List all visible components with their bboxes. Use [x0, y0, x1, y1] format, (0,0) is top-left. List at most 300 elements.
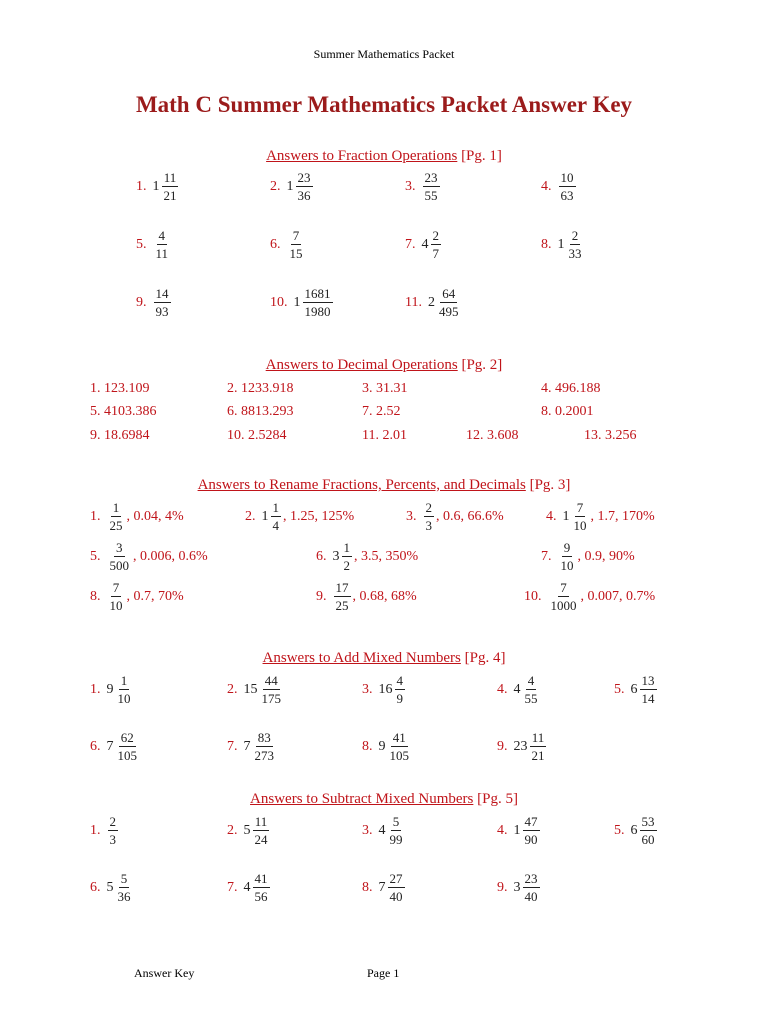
fraction: [116, 870, 133, 905]
decimal-answer: 11. 2.01: [362, 428, 407, 443]
fraction: [108, 813, 119, 848]
answer-number: 9.: [316, 588, 327, 604]
numerator: 2: [425, 500, 432, 515]
answer-item: [316, 539, 418, 574]
answer-number: 2.: [227, 822, 238, 838]
whole-part: 4: [378, 822, 386, 838]
denominator: 55: [524, 691, 538, 706]
numerator: 14: [155, 286, 169, 301]
numerator: 41: [392, 730, 406, 745]
equivalent-values: , 0.007, 0.7%: [580, 588, 656, 604]
answer-number: 8.: [541, 236, 552, 252]
answer-number: 4.: [546, 508, 557, 524]
answer-number: 8.: [362, 879, 373, 895]
decimal-answer: 12. 3.608: [466, 428, 519, 443]
whole-part: 7: [106, 738, 114, 754]
answer-item: [497, 813, 541, 848]
mixed-number: [107, 499, 126, 534]
answer-item: [614, 672, 658, 707]
whole-part: 16: [378, 681, 393, 697]
equivalent-values: , 1.7, 170%: [590, 508, 655, 524]
numerator: 13: [641, 673, 655, 688]
answer-item: [497, 870, 541, 905]
fraction: [549, 579, 579, 614]
fraction: [253, 813, 270, 848]
denominator: 273: [254, 748, 274, 763]
fraction: [288, 227, 305, 262]
denominator: 40: [389, 889, 403, 904]
section-heading-fraction-operations: [0, 148, 768, 165]
answer-number: 3.: [405, 178, 416, 194]
mixed-number: [631, 813, 658, 848]
mixed-number: [153, 227, 172, 262]
mixed-number: [107, 579, 126, 614]
fraction: [303, 285, 333, 320]
answer-number: 7.: [227, 738, 238, 754]
numerator: 47: [524, 814, 538, 829]
answer-number: 7.: [227, 879, 238, 895]
numerator: 1: [112, 500, 120, 515]
mixed-number: [428, 285, 462, 320]
denominator: 90: [524, 832, 538, 847]
fraction: [523, 672, 540, 707]
mixed-number: [422, 227, 443, 262]
mixed-number: [563, 499, 590, 534]
numerator: 2: [571, 228, 579, 243]
whole-part: 4: [421, 236, 429, 252]
answer-item: [541, 539, 635, 574]
answer-number: 2.: [270, 178, 281, 194]
page-number: Page 1: [367, 966, 400, 980]
fraction: [154, 227, 171, 262]
denominator: 7: [432, 246, 439, 261]
mixed-number: [422, 169, 441, 204]
answer-number: 6.: [316, 548, 327, 564]
whole-part: 6: [630, 822, 638, 838]
answer-item: [405, 227, 442, 262]
answer-item: [90, 870, 134, 905]
mixed-number: [379, 672, 407, 707]
section-heading-add-mixed-numbers: [0, 650, 768, 667]
numerator: 3: [116, 540, 123, 555]
numerator: 41: [254, 871, 268, 886]
mixed-number: [548, 579, 580, 614]
decimal-answer: 1. 123.109: [90, 381, 150, 396]
whole-part: 1: [293, 294, 301, 310]
denominator: 14: [641, 691, 655, 706]
fraction: [567, 227, 584, 262]
denominator: 60: [641, 832, 655, 847]
denominator: 500: [109, 558, 129, 573]
answer-item: [406, 499, 504, 534]
numerator: 11: [163, 170, 177, 185]
numerator: 44: [264, 673, 278, 688]
fraction: [388, 729, 412, 764]
answer-item: [136, 227, 171, 262]
answer-item: [136, 169, 180, 204]
fraction: [253, 870, 270, 905]
denominator: 25: [335, 598, 349, 613]
section-heading-label[interactable]: Answers to Decimal Operations: [265, 357, 458, 373]
mixed-number: [153, 285, 172, 320]
equivalent-values: , 0.9, 90%: [577, 548, 635, 564]
whole-part: 1: [557, 236, 565, 252]
numerator: 23: [424, 170, 438, 185]
answer-number: 9.: [497, 879, 508, 895]
mixed-number: [107, 813, 120, 848]
answer-number: 1.: [90, 681, 101, 697]
fraction: [559, 539, 576, 574]
fraction: [342, 539, 353, 574]
denominator: 9: [396, 691, 403, 706]
section-heading-rename: [0, 477, 768, 494]
mixed-number: [514, 729, 548, 764]
numerator: 1: [120, 673, 128, 688]
fraction: [530, 729, 547, 764]
numerator: 27: [389, 871, 403, 886]
fraction: [423, 169, 440, 204]
answer-number: 4.: [497, 822, 508, 838]
mixed-number: [558, 169, 577, 204]
equivalent-values: , 3.5, 350%: [354, 548, 419, 564]
denominator: 21: [531, 748, 545, 763]
section-page-ref: [Pg. 4]: [464, 650, 506, 666]
denominator: 56: [254, 889, 268, 904]
answer-number: 5.: [614, 681, 625, 697]
answer-number: 5.: [90, 548, 101, 564]
mixed-number: [262, 499, 283, 534]
fraction: [154, 285, 171, 320]
answer-item: [362, 813, 406, 848]
fraction: [108, 499, 125, 534]
numerator: 7: [292, 228, 300, 243]
equivalent-values: , 0.6, 66.6%: [436, 508, 504, 524]
mixed-number: [423, 499, 436, 534]
decimal-answer: 9. 18.6984: [90, 428, 150, 443]
whole-part: 4: [243, 879, 251, 895]
fraction: [523, 870, 540, 905]
mixed-number: [379, 870, 406, 905]
denominator: 33: [568, 246, 582, 261]
answer-item: [541, 227, 585, 262]
whole-part: 1: [152, 178, 160, 194]
answer-number: 7.: [405, 236, 416, 252]
fraction: [108, 579, 125, 614]
denominator: 4: [272, 518, 279, 533]
answer-number: 7.: [541, 548, 552, 564]
answer-item: [405, 169, 441, 204]
equivalent-values: , 0.006, 0.6%: [133, 548, 208, 564]
whole-part: 3: [332, 548, 340, 564]
fraction: [271, 499, 282, 534]
denominator: 36: [117, 889, 131, 904]
answer-number: 2.: [245, 508, 256, 524]
denominator: 3: [425, 518, 432, 533]
fraction: [388, 813, 405, 848]
answer-number: 10.: [270, 294, 288, 310]
decimal-answer: 4. 496.188: [541, 381, 601, 396]
mixed-number: [244, 870, 271, 905]
answer-item: [316, 579, 417, 614]
fraction: [523, 813, 540, 848]
section-heading-label[interactable]: Answers to Rename Fractions, Percents, and Decimals: [197, 477, 526, 493]
answer-item: [405, 285, 461, 320]
answer-item: [90, 579, 184, 614]
mixed-number: [379, 813, 406, 848]
equivalent-values: , 0.7, 70%: [126, 588, 184, 604]
fraction: [395, 672, 406, 707]
answer-item: [227, 813, 271, 848]
mixed-number: [558, 227, 585, 262]
answer-item: [497, 729, 548, 764]
mixed-number: [558, 539, 577, 574]
denominator: 25: [109, 518, 123, 533]
whole-part: 9: [378, 738, 386, 754]
running-header: Summer Mathematics Packet: [313, 47, 455, 61]
decimal-answer: 10. 2.5284: [227, 428, 287, 443]
denominator: 1980: [304, 304, 331, 319]
fraction: [388, 870, 405, 905]
answer-item: [90, 539, 208, 574]
mixed-number: [244, 672, 285, 707]
denominator: 10: [117, 691, 131, 706]
denominator: 36: [297, 188, 311, 203]
equivalent-values: , 0.04, 4%: [126, 508, 184, 524]
mixed-number: [287, 227, 306, 262]
section-heading-label[interactable]: Answers to Fraction Operations: [266, 148, 458, 164]
denominator: 2: [343, 558, 350, 573]
mixed-number: [514, 870, 541, 905]
answer-item: [136, 285, 172, 320]
decimal-answer: 13. 3.256: [584, 428, 637, 443]
fraction: [559, 169, 576, 204]
section-heading-subtract-mixed-numbers: [0, 791, 768, 808]
numerator: 7: [560, 580, 567, 595]
numerator: 7: [576, 500, 584, 515]
whole-part: 9: [106, 681, 114, 697]
mixed-number: [107, 870, 134, 905]
mixed-number: [153, 169, 180, 204]
numerator: 5: [120, 871, 128, 886]
denominator: 99: [389, 832, 403, 847]
answer-item: [497, 672, 541, 707]
whole-part: 1: [562, 508, 570, 524]
numerator: 4: [527, 673, 535, 688]
section-heading-label[interactable]: Answers to Subtract Mixed Numbers: [250, 791, 474, 807]
denominator: 10: [560, 558, 574, 573]
whole-part: 3: [513, 879, 521, 895]
numerator: 2: [109, 814, 116, 829]
denominator: 3: [109, 832, 116, 847]
answer-item: [546, 499, 655, 534]
equivalent-values: , 1.25, 125%: [283, 508, 355, 524]
answer-item: [90, 813, 119, 848]
decimal-answer: 7. 2.52: [362, 404, 401, 419]
mixed-number: [107, 672, 134, 707]
fraction: [260, 672, 284, 707]
denominator: 10: [109, 598, 123, 613]
answer-number: 3.: [362, 681, 373, 697]
answer-number: 4.: [497, 681, 508, 697]
whole-part: 1: [261, 508, 269, 524]
answer-number: 3.: [406, 508, 417, 524]
mixed-number: [107, 539, 133, 574]
mixed-number: [244, 729, 278, 764]
denominator: 175: [261, 691, 281, 706]
answer-number: 1.: [136, 178, 147, 194]
denominator: 63: [560, 188, 574, 203]
equivalent-values: , 0.68, 68%: [352, 588, 417, 604]
fraction: [334, 579, 351, 614]
whole-part: 2: [427, 294, 435, 310]
numerator: 10: [560, 170, 574, 185]
answer-number: 9.: [136, 294, 147, 310]
fraction: [431, 227, 442, 262]
answer-item: [614, 813, 658, 848]
answer-item: [524, 579, 655, 614]
mixed-number: [107, 729, 141, 764]
numerator: 23: [297, 170, 311, 185]
fraction: [296, 169, 313, 204]
fraction: [572, 499, 589, 534]
answer-number: 6.: [90, 738, 101, 754]
fraction: [640, 672, 657, 707]
numerator: 11: [531, 730, 545, 745]
fraction: [424, 499, 435, 534]
mixed-number: [333, 539, 354, 574]
denominator: 1000: [550, 598, 577, 613]
numerator: 5: [392, 814, 400, 829]
answer-item: [270, 169, 314, 204]
denominator: 21: [163, 188, 177, 203]
page-title: Math C Summer Mathematics Packet Answer Key: [135, 92, 633, 117]
section-heading-label[interactable]: Answers to Add Mixed Numbers: [262, 650, 461, 666]
answer-number: 1.: [90, 508, 101, 524]
decimal-answer: 8. 0.2001: [541, 404, 594, 419]
answer-number: 1.: [90, 822, 101, 838]
fraction: [162, 169, 179, 204]
numerator: 1: [343, 540, 350, 555]
mixed-number: [333, 579, 352, 614]
decimal-answer: 2. 1233.918: [227, 381, 294, 396]
numerator: 62: [120, 730, 134, 745]
answer-item: [227, 672, 284, 707]
numerator: 53: [641, 814, 655, 829]
denominator: 55: [424, 188, 438, 203]
answer-item: [90, 729, 140, 764]
answer-item: [270, 227, 306, 262]
whole-part: 6: [630, 681, 638, 697]
answer-number: 8.: [362, 738, 373, 754]
fraction: [253, 729, 277, 764]
answer-number: 8.: [90, 588, 101, 604]
mixed-number: [287, 169, 314, 204]
numerator: 23: [524, 871, 538, 886]
answer-item: [362, 729, 412, 764]
answer-item: [362, 870, 406, 905]
fraction: [640, 813, 657, 848]
numerator: 2: [432, 228, 439, 243]
mixed-number: [294, 285, 334, 320]
whole-part: 7: [243, 738, 251, 754]
mixed-number: [514, 672, 541, 707]
numerator: 17: [335, 580, 349, 595]
answer-number: 4.: [541, 178, 552, 194]
fraction: [437, 285, 461, 320]
section-heading-decimal-operations: [0, 357, 768, 374]
answer-item: [90, 672, 134, 707]
answer-number: 6.: [270, 236, 281, 252]
answer-number: 10.: [524, 588, 542, 604]
section-page-ref: [Pg. 2]: [461, 357, 503, 373]
decimal-answer: 3. 31.31: [362, 381, 408, 396]
denominator: 495: [438, 304, 459, 319]
mixed-number: [631, 672, 658, 707]
mixed-number: [514, 813, 541, 848]
numerator: 83: [257, 730, 271, 745]
answer-item: [541, 169, 577, 204]
whole-part: 5: [243, 822, 251, 838]
whole-part: 23: [513, 738, 528, 754]
answer-number: 6.: [90, 879, 101, 895]
numerator: 9: [563, 540, 571, 555]
denominator: 105: [117, 748, 137, 763]
whole-part: 1: [513, 822, 521, 838]
mixed-number: [379, 729, 413, 764]
answer-number: 5.: [136, 236, 147, 252]
numerator: 64: [442, 286, 456, 301]
section-page-ref: [Pg. 5]: [477, 791, 518, 807]
whole-part: 7: [378, 879, 386, 895]
answer-item: [227, 729, 277, 764]
fraction: [116, 729, 140, 764]
answer-number: 3.: [362, 822, 373, 838]
denominator: 93: [155, 304, 169, 319]
denominator: 10: [573, 518, 587, 533]
whole-part: 1: [286, 178, 294, 194]
mixed-number: [244, 813, 271, 848]
denominator: 24: [254, 832, 268, 847]
denominator: 105: [389, 748, 409, 763]
decimal-answer: 5. 4103.386: [90, 404, 157, 419]
denominator: 11: [155, 246, 169, 261]
answer-item: [245, 499, 354, 534]
answer-item: [270, 285, 334, 320]
numerator: 4: [158, 228, 166, 243]
answer-item: [90, 499, 184, 534]
numerator: 11: [254, 814, 268, 829]
answer-item: [362, 672, 406, 707]
section-page-ref: [Pg. 3]: [529, 477, 571, 493]
whole-part: 4: [513, 681, 521, 697]
numerator: 4: [396, 673, 403, 688]
denominator: 15: [289, 246, 303, 261]
fraction: [116, 672, 133, 707]
whole-part: 15: [243, 681, 258, 697]
fraction: [108, 539, 132, 574]
answer-number: 5.: [614, 822, 625, 838]
answer-number: 2.: [227, 681, 238, 697]
section-page-ref: [Pg. 1]: [461, 148, 502, 164]
answer-number: 9.: [497, 738, 508, 754]
numerator: 1681: [304, 286, 331, 301]
footer-label: Answer Key: [134, 966, 195, 980]
numerator: 1: [272, 500, 279, 515]
denominator: 40: [524, 889, 538, 904]
whole-part: 5: [106, 879, 114, 895]
answer-number: 11.: [405, 294, 422, 310]
decimal-answer: 6. 8813.293: [227, 404, 294, 419]
